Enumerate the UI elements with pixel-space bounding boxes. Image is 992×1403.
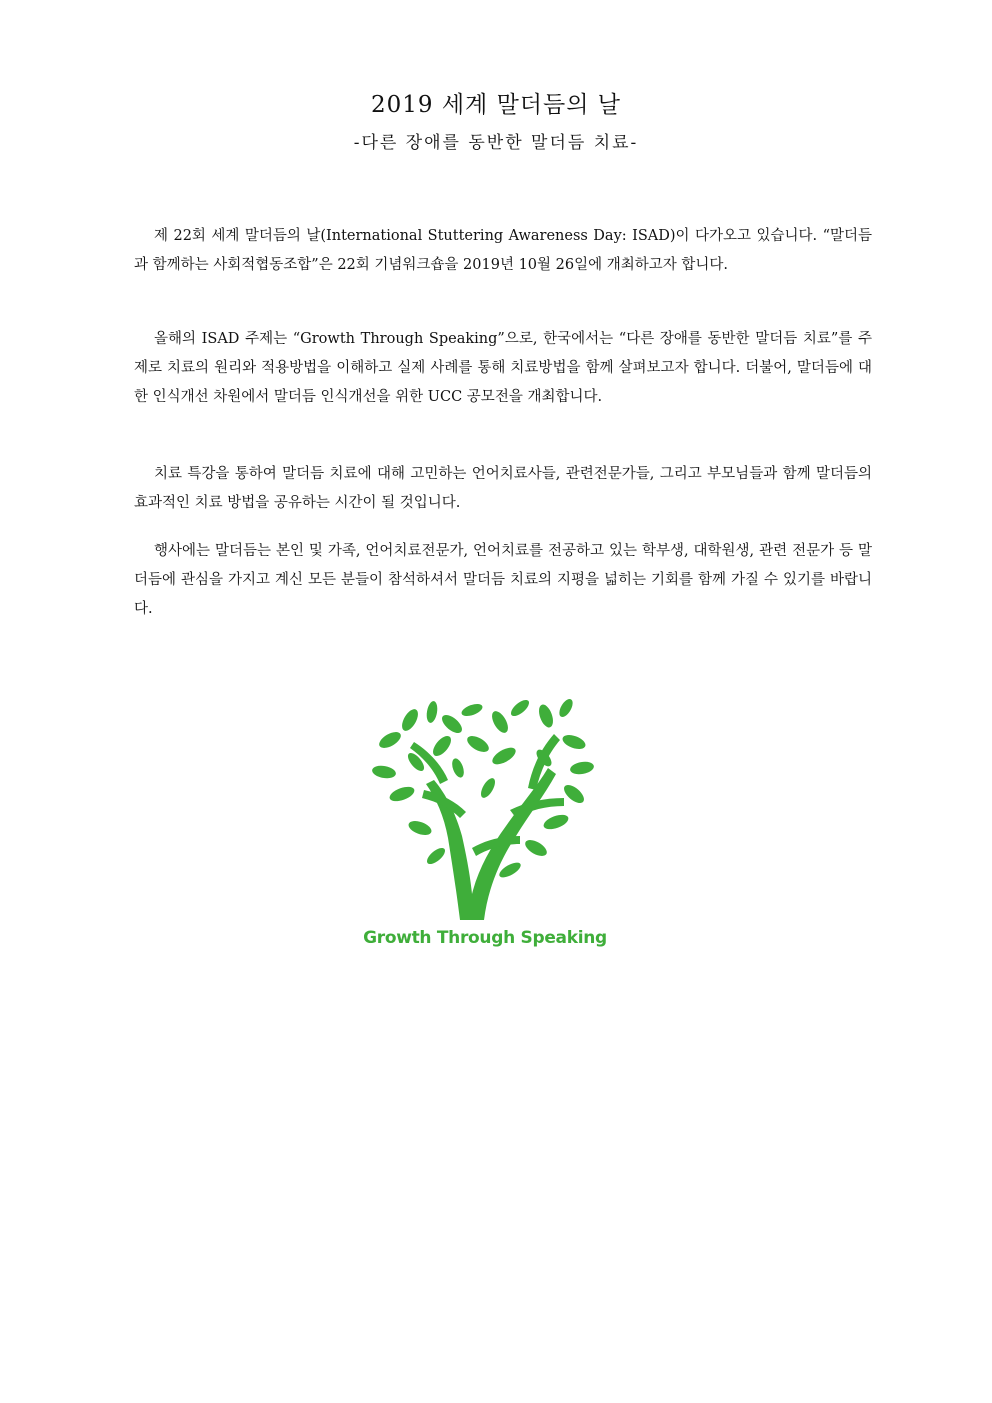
tree-icon [360,698,610,928]
paragraph-lecture: 치료 특강을 통하여 말더듬 치료에 대해 고민하는 언어치료사들, 관련전문가들, 그리고 부모님들과 함께 말더듬의 효과적인 치료 방법을 공유하는 시간이 될 것입니다. [134,466,872,511]
paragraph-theme: 올해의 ISAD 주제는 “Growth Through Speaking”으로, 한국에서는 “다른 장애를 동반한 말더듬 치료”를 주제로 치료의 원리와 적용방법을 이해하고 실제 사례를 통해 치료방법을 함께 살펴보고자 합니다. 더불어, 말더듬에 대한 인식개선 차원에서 말더듬 인식개선을 위한 UCC 공모전을 개최합니다. [134,331,872,405]
paragraph-invitation: 행사에는 말더듬는 본인 및 가족, 언어치료전문가, 언어치료를 전공하고 있는 학부생, 대학원생, 관련 전문가 등 말더듬에 관심을 가지고 계신 모든 분들이 참석하셔서 말더듬 치료의 지평을 넓히는 기회를 함께 가질 수 있기를 바랍니다. [134,543,872,617]
logo-caption: Growth Through Speaking [363,928,607,948]
document-subtitle: -다른 장애를 동반한 말더듬 치료- [353,133,639,153]
document-title: 2019 세계 말더듬의 날 [371,92,621,118]
growth-logo [360,698,610,968]
paragraph-intro: 제 22회 세계 말더듬의 날(International Stuttering Awareness Day: ISAD)이 다가오고 있습니다. “말더듬과 함께하는 사회적협동조합”은 22회 기념워크숍을 2019년 10월 26일에 개최하고자 합니다. [134,228,872,273]
